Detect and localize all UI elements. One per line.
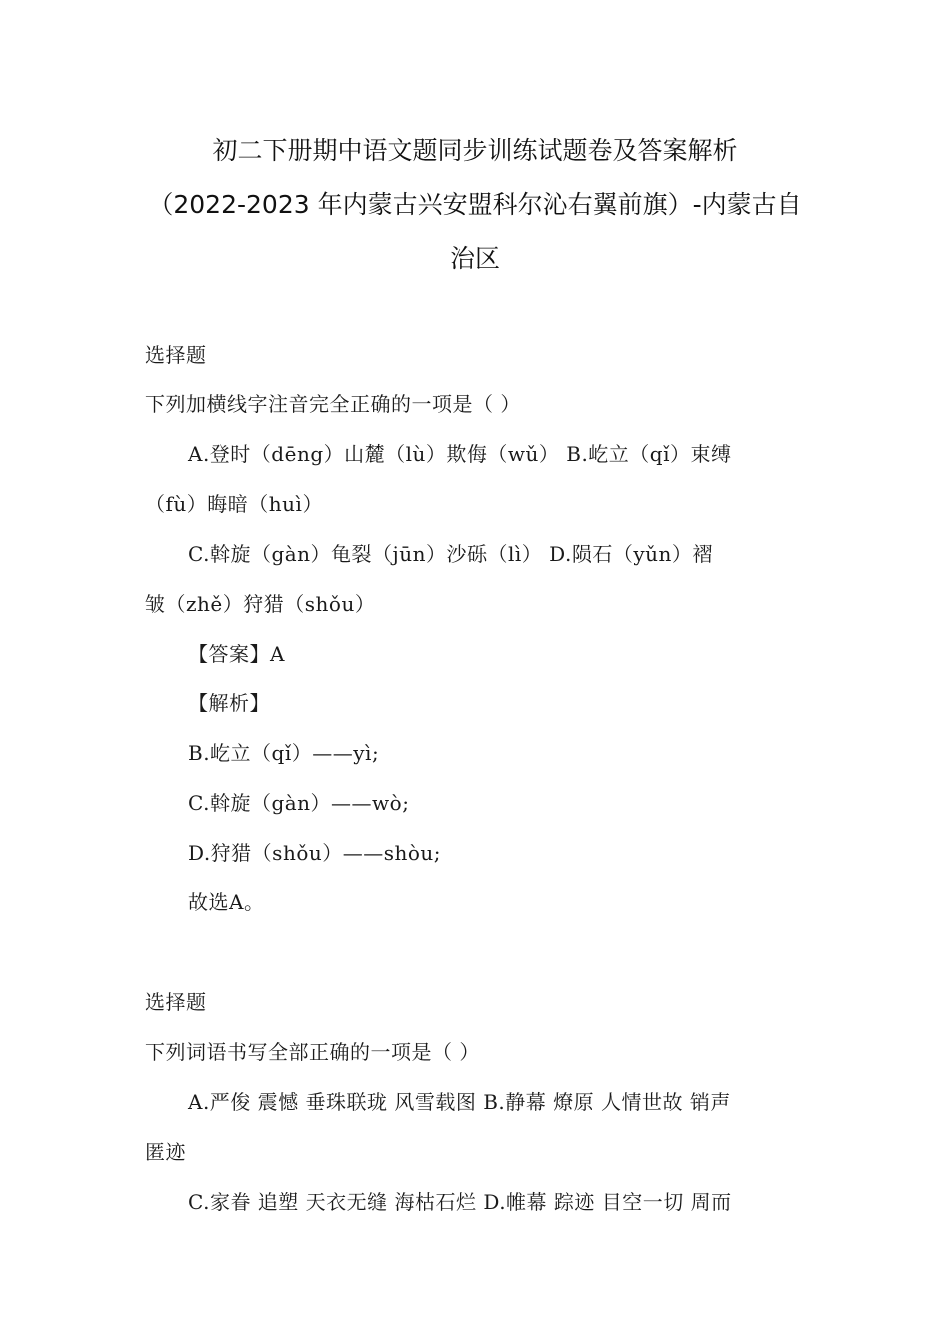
question-2-options-line-3: C.家眷 追塑 天衣无缝 海枯石烂 D.帷幕 踪迹 目空一切 周而 [188,1190,732,1214]
title-line-2: （2022-2023 年内蒙古兴安盟科尔沁右翼前旗）-内蒙古自 [148,190,802,219]
document-title [120,124,830,286]
question-1-analysis-label: 【解析】 [188,691,270,715]
title-line-1: 初二下册期中语文题同步训练试题卷及答案解析 [212,136,738,165]
question-1-options-line-3: C.斡旋（gàn）龟裂（jūn）沙砾（lì） D.陨石（yǔn）褶 [188,542,713,566]
question-2-options-line-1: A.严俊 震憾 垂珠联珑 风雪载图 B.静幕 燎原 人情世故 销声 [188,1090,731,1114]
title-line-3: 治区 [449,244,500,273]
question-1-analysis-line: B.屹立（qǐ）——yì; [188,741,380,765]
question-1-stem: 下列加横线字注音完全正确的一项是（ ） [145,392,521,416]
question-1-options-line-2: （fù）晦暗（huì） [145,492,323,516]
question-2-type: 选择题 [145,990,207,1014]
question-1-analysis-line: D.狩猎（shǒu）——shòu; [188,841,442,865]
question-1-type: 选择题 [145,343,207,367]
question-1-analysis-line: C.斡旋（gàn）——wò; [188,791,410,815]
question-1-options-line-4: 皱（zhě）狩猎（shǒu） [145,592,376,616]
question-1-answer: 【答案】A [188,642,285,666]
question-2-options-line-2: 匿迹 [145,1140,186,1164]
question-1-options-line-1: A.登时（dēng）山麓（lù）欺侮（wǔ） B.屹立（qǐ）束缚 [188,442,732,466]
question-2-stem: 下列词语书写全部正确的一项是（ ） [145,1040,480,1064]
question-1-conclusion: 故选A。 [188,890,265,914]
